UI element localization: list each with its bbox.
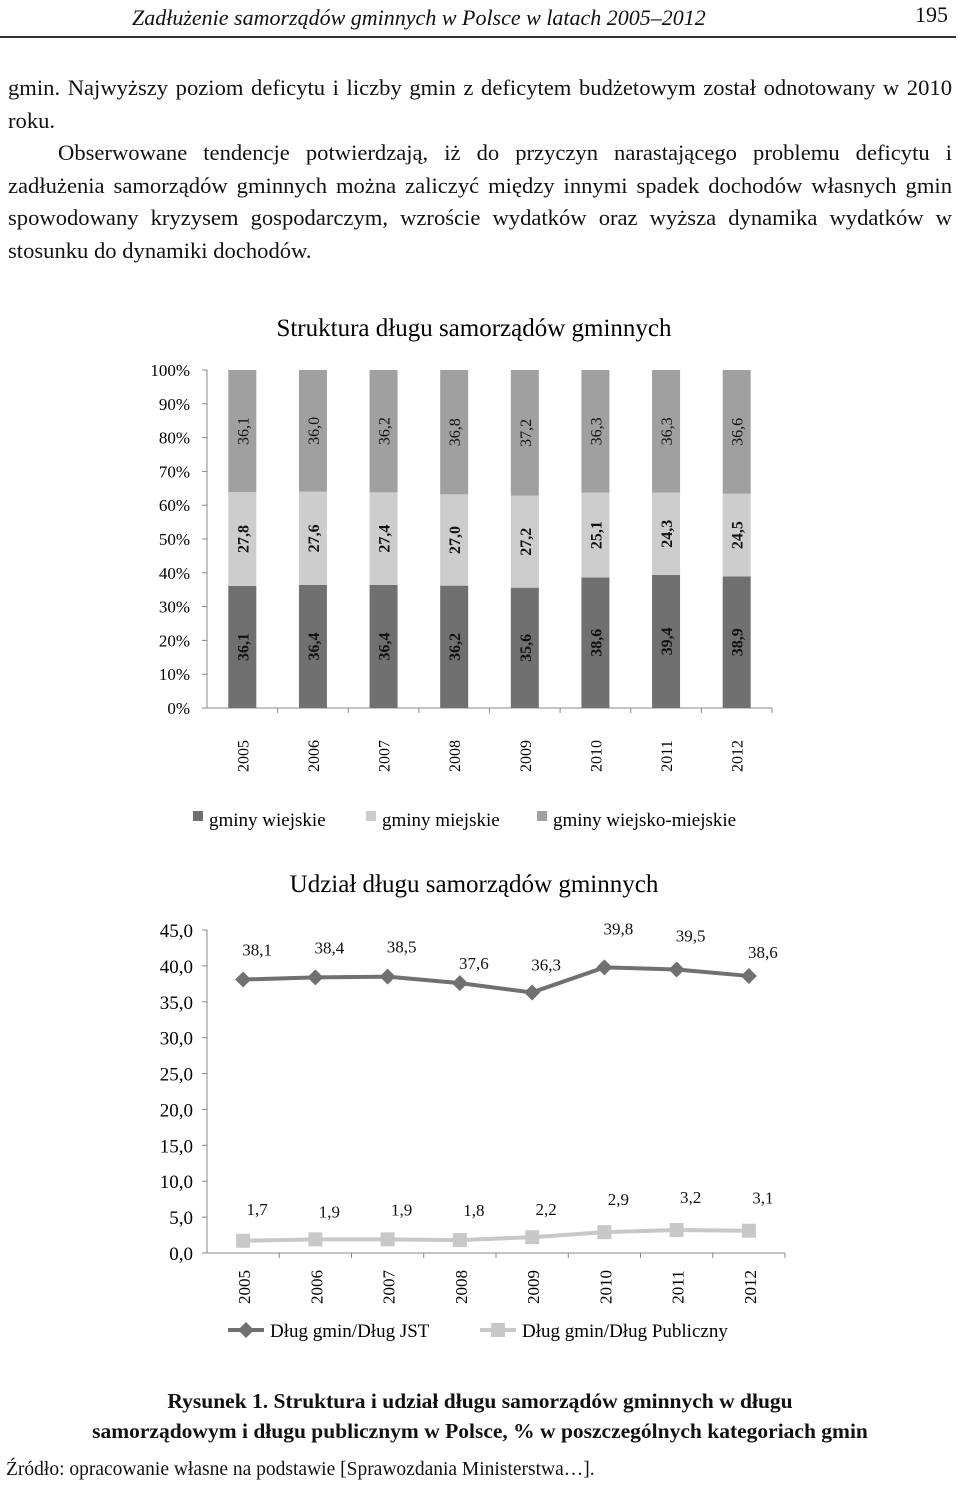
data-label: 39,4 [659,627,677,656]
caption-line: samorządowym i długu publicznym w Polsce, % w poszczególnych kategoriach gmin [92,1419,868,1443]
data-label: 27,4 [376,524,394,553]
legend-label: Dług gmin/Dług JST [270,1321,430,1342]
y-tick-label: 25,0 [159,1064,193,1086]
data-label: 24,5 [729,521,747,550]
data-label: 27,6 [305,524,323,553]
chart-lines [235,919,778,1247]
x-tick-label: 2009 [517,740,535,772]
data-point [236,1234,250,1248]
x-tick-label: 2011 [659,740,677,772]
data-label: 1,9 [391,1200,413,1220]
y-tick-label: 20,0 [159,1100,193,1122]
y-tick-label: 50% [158,530,190,549]
data-label: 38,4 [314,938,345,958]
data-label: 2,2 [535,1200,557,1220]
y-tick-label: 0% [167,699,190,718]
data-label: 27,8 [235,525,253,553]
data-label: 1,8 [463,1201,485,1221]
legend-label: gminy wiejsko-miejskie [553,810,737,831]
data-label: 1,7 [246,1199,268,1219]
y-tick-label: 15,0 [159,1136,193,1158]
data-point [453,1233,467,1247]
data-label: 39,8 [603,919,634,939]
x-tick-label: 2006 [307,1270,327,1304]
y-tick-label: 70% [158,462,190,482]
caption-line: Rysunek 1. Struktura i udział długu samorządów gminnych w długu [167,1389,793,1413]
data-label: 36,1 [235,632,253,661]
legend-label: Dług gmin/Dług Publiczny [522,1321,728,1342]
data-label: 36,3 [588,417,606,446]
chart-legend [193,810,736,831]
x-tick-label: 2007 [379,1270,399,1304]
body-text [8,72,952,267]
chart-title: Struktura długu samorządów gminnych [276,315,672,342]
y-tick-label: 10% [158,665,190,685]
data-label: 36,2 [447,632,465,661]
running-title: Zadłużenie samorządów gminnych w Polsce w latach 2005–2012 [132,5,706,30]
data-label: 2,9 [607,1190,629,1210]
paragraph: gmin. Najwyższy poziom deficytu i liczby gmin z deficytem budżetowym został odnotowany w 2010 roku. [8,75,952,133]
line-chart [0,860,960,1380]
x-tick-label: 2005 [235,1270,255,1304]
x-tick-label: 2010 [588,740,606,772]
data-label: 35,6 [517,633,535,662]
page-number: 195 [915,2,948,27]
chart-legend [228,1321,728,1342]
x-tick-label: 2011 [668,1270,688,1304]
x-tick-label: 2012 [740,1270,760,1304]
data-label: 36,8 [447,418,465,447]
data-label: 27,0 [447,526,465,555]
data-label: 24,3 [659,519,677,548]
legend-swatch [366,811,376,821]
data-point [307,969,323,985]
data-point [670,1223,684,1237]
y-tick-label: 30% [158,597,190,617]
stacked-bar-chart [0,300,960,850]
data-point [741,968,757,984]
data-point [596,959,612,975]
legend-label: gminy miejskie [382,810,500,831]
y-tick-label: 40% [158,563,190,583]
data-point [380,969,396,985]
x-tick-label: 2010 [596,1270,616,1304]
legend-label: gminy wiejskie [209,810,326,831]
chart-title: Udział długu samorządów gminnych [289,871,659,898]
legend-marker [491,1323,505,1337]
y-tick-label: 10,0 [159,1172,193,1194]
data-point [235,972,251,988]
data-label: 38,1 [242,940,272,960]
data-point [669,961,685,977]
x-tick-label: 2012 [729,740,747,772]
y-tick-label: 100% [150,361,190,380]
data-label: 37,6 [459,954,489,974]
data-label: 27,2 [517,527,535,556]
y-tick-label: 0,0 [169,1244,193,1265]
x-tick-label: 2006 [305,740,323,772]
data-point [742,1224,756,1238]
data-label: 39,5 [675,926,706,946]
data-label: 3,1 [752,1188,774,1208]
data-label: 36,4 [305,632,323,661]
data-point [308,1232,322,1246]
y-tick-label: 35,0 [159,992,193,1014]
data-label: 37,2 [517,418,535,447]
x-tick-label: 2009 [524,1270,544,1304]
y-tick-label: 30,0 [159,1028,193,1050]
legend-swatch [193,811,203,821]
data-label: 36,3 [531,955,561,975]
data-label: 1,9 [318,1202,340,1222]
legend-marker [238,1322,254,1338]
data-point [452,975,468,991]
data-label: 38,6 [748,942,778,962]
data-label: 36,0 [305,416,323,445]
paragraph: Obserwowane tendencje potwierdzają, iż do przyczyn narastającego problemu deficytu i zadłużenia samorządów gminnych można zaliczyć między innymi spadek dochodów własnych gmin spowodowany kryzysem gospodarczym, wzroście wydatków oraz wyższa dynamika wydatków w stosunku do dynamiki dochodów. [8,140,952,263]
y-tick-label: 90% [158,394,190,414]
data-label: 36,4 [376,632,394,661]
y-tick-label: 60% [158,496,190,516]
data-label: 3,2 [680,1188,702,1208]
x-tick-label: 2008 [447,740,465,772]
data-label: 38,9 [729,628,747,657]
y-tick-label: 45,0 [159,921,193,942]
y-tick-label: 5,0 [169,1208,193,1230]
data-point [524,984,540,1000]
data-point [525,1230,539,1244]
source-note: Źródło: opracowanie własne na podstawie [Sprawozdania Ministerstwa…]. [6,1459,595,1480]
data-label: 36,6 [729,417,747,446]
x-tick-label: 2007 [376,740,394,772]
y-tick-label: 40,0 [159,956,193,978]
data-point [597,1225,611,1239]
page-header [0,0,956,38]
x-tick-label: 2008 [451,1270,471,1304]
chart-bars [228,370,750,708]
legend-swatch [537,811,547,821]
data-label: 36,3 [659,417,677,446]
y-tick-label: 80% [158,428,190,448]
figure-caption [0,1386,960,1446]
data-point [381,1232,395,1246]
data-label: 38,6 [588,628,606,657]
data-label: 36,1 [235,417,253,446]
x-tick-label: 2005 [235,740,253,772]
data-label: 36,2 [376,417,394,446]
data-label: 38,5 [386,937,417,957]
data-label: 25,1 [588,521,606,550]
y-tick-label: 20% [158,631,190,651]
